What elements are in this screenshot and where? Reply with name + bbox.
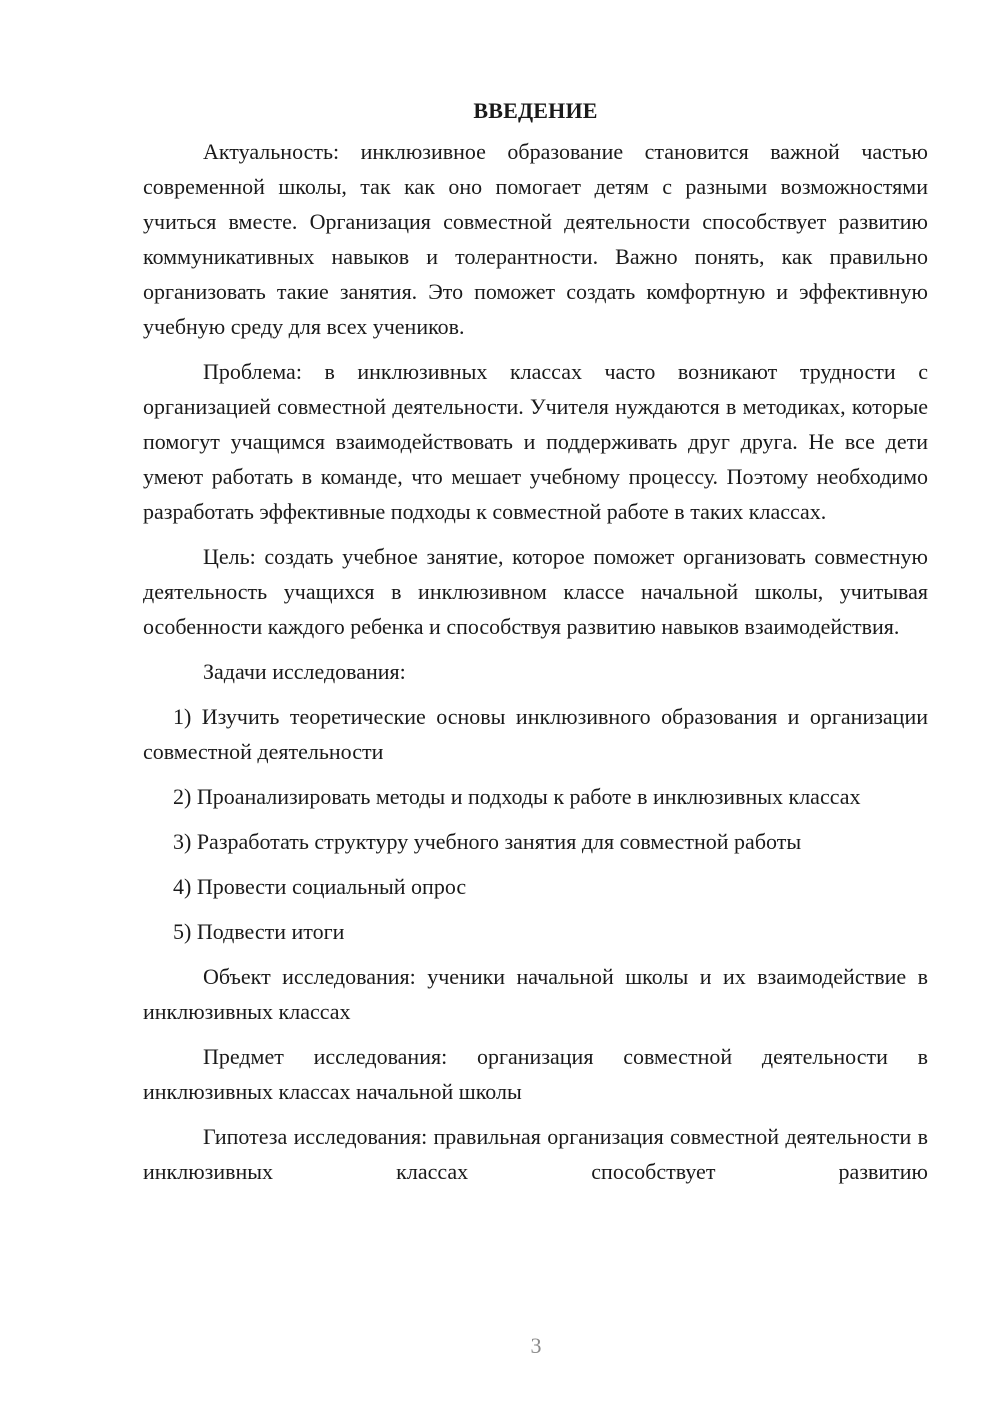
subject-paragraph: Предмет исследования: организация совместной деятельности в инклюзивных классах начальной школы (143, 1044, 928, 1104)
task-item-1: 1) Изучить теоретические основы инклюзивного образования и организации совместной деятельности (143, 704, 928, 764)
relevance-paragraph: Актуальность: инклюзивное образование становится важной частью современной школы, так как оно помогает детям с разными возможностями учиться вместе. Организация совместной деятельности способствует развитию коммуникативных навыков и толерантности. Важно понять, как правильно организовать такие занятия. Это поможет создать комфортную и эффективную учебную среду для всех учеников. (143, 139, 928, 339)
tasks-heading: Задачи исследования: (203, 659, 406, 684)
section-title: ВВЕДЕНИЕ (473, 98, 598, 123)
problem-paragraph: Проблема: в инклюзивных классах часто возникают трудности с организацией совместной деятельности. Учителя нуждаются в методиках, которые помогут учащимся взаимодействовать и поддерживать друг друга. Не все дети умеют работать в команде, что мешает учебному процессу. Поэтому необходимо разработать эффективные подходы к совместной работе в таких классах. (143, 359, 928, 524)
task-item-2: 2) Проанализировать методы и подходы к работе в инклюзивных классах (173, 784, 861, 809)
page-content (143, 93, 928, 1199)
task-item-4: 4) Провести социальный опрос (173, 874, 467, 899)
task-item-5: 5) Подвести итоги (173, 919, 345, 944)
page-number: 3 (530, 1333, 542, 1358)
object-paragraph: Объект исследования: ученики начальной школы и их взаимодействие в инклюзивных классах (143, 964, 928, 1024)
goal-paragraph: Цель: создать учебное занятие, которое поможет организовать совместную деятельность учащихся в инклюзивном классе начальной школы, учитывая особенности каждого ребенка и способствуя развитию навыков взаимодействия. (143, 544, 928, 639)
hypothesis-paragraph: Гипотеза исследования: правильная организация совместной деятельности в инклюзивных классах способствует развитию (143, 1124, 928, 1184)
task-item-3: 3) Разработать структуру учебного занятия для совместной работы (173, 829, 802, 854)
